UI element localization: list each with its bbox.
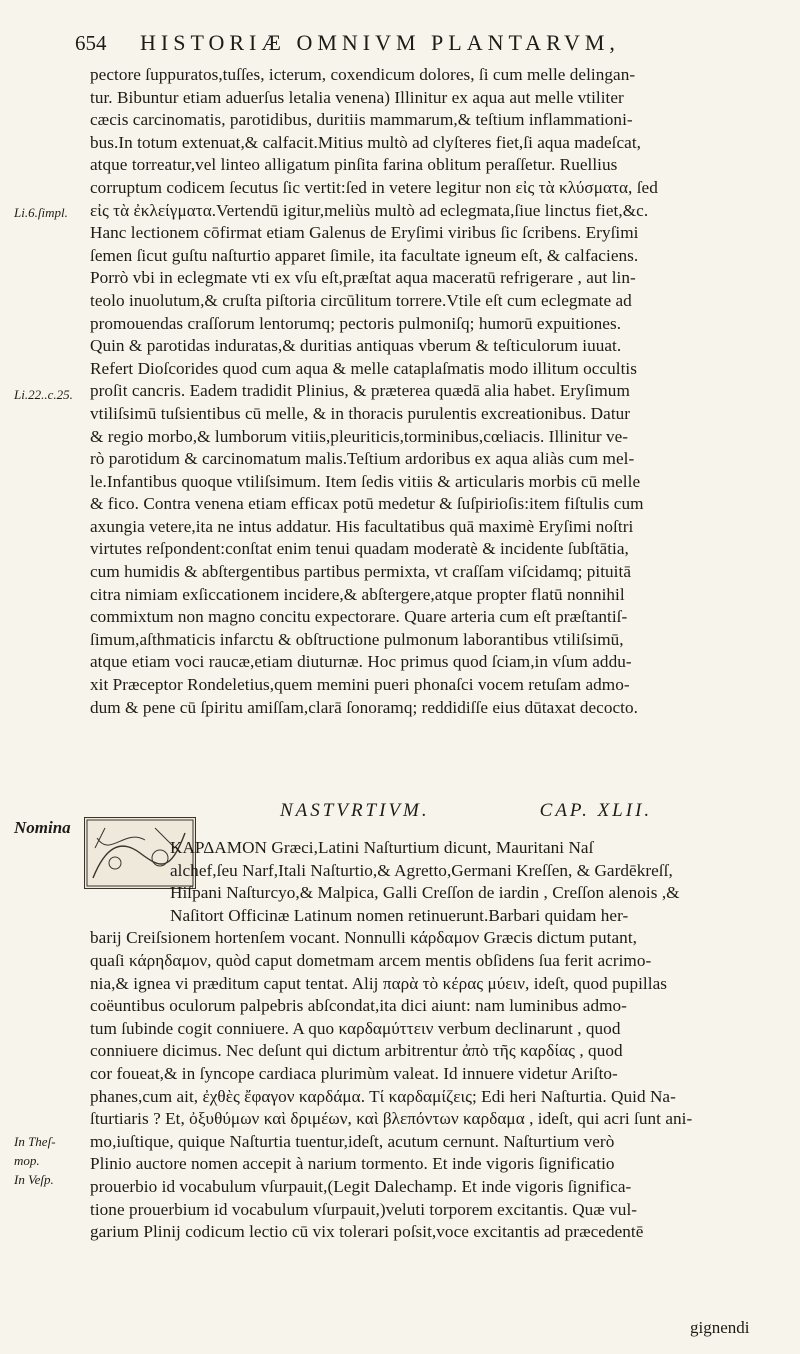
- text-block-nasturtium: [90, 837, 770, 1244]
- margin-note-vesp: In Veſp.: [14, 1172, 54, 1187]
- text-line: le.Infantibus quoque vtiliſsimum. Item ſedis vitiis & articularis morbis cū melle: [90, 471, 641, 491]
- text-line: ſturtiaris ? Et, ὀξυθύμων καὶ δριμέων, καὶ βλεπόντων καρδαμα , ideſt, qui acri ſunt ani-: [90, 1109, 693, 1129]
- chapter-heading: [280, 800, 800, 822]
- catchword: gignendi: [690, 1318, 750, 1337]
- text-line: Plinio auctore nomen accepit à narium tormento. Et inde vigoris ſignificatio: [90, 1154, 615, 1174]
- chapter-number: CAP. XLII.: [539, 800, 653, 821]
- text-line: axungia vetere,ita ne intus addatur. His facultatibus quā maximè Eryſimi noſtri: [90, 516, 634, 536]
- text-line: virtutes reſpondent:conſtat enim tenui quadam moderatè & incidente ſubſtātia,: [90, 539, 629, 559]
- text-block-eryngium: [90, 64, 770, 719]
- text-line: barij Creiſsionem hortenſem vocant. Nonnulli κάρδαμον Græcis dictum putant,: [90, 928, 638, 948]
- text-line: ſimum,aſthmaticis infarctu & obſtructione pulmonum laborantibus vtiliſsimū,: [90, 629, 624, 649]
- text-line: tione prouerbium id vocabulum vſurpauit,)veluti torporem excitantis. Quæ vul-: [90, 1199, 638, 1219]
- text-line: tum ſubinde cogit conniuere. A quo καρδαμύττειν verbum declinarunt , quod: [90, 1018, 621, 1038]
- text-line: pectore ſuppuratos,tuſſes, icterum, coxendicum dolores, ſi cum melle delingan-: [90, 65, 636, 84]
- text-line: vtiliſsimū tuſsientibus cū melle, & in thoracis purulentis excreationibus. Datur: [90, 403, 631, 423]
- text-line: teolo inuolutum,& cruſta piſtoria circūlitum torrere.Vtile eſt cum eclegmate ad: [90, 290, 632, 310]
- text-line: Porrò vbi in eclegmate vti ex vſu eſt,præſtat aqua maceratū refrigerare , aut lin-: [90, 268, 636, 288]
- text-line: promouendas craſſorum lentorumq; pectoris pulmoniſq; humorū expuitiones.: [90, 313, 622, 333]
- text-line: ſemen ſicut guſtu naſturtio apparet ſimile, ita facultate igneum eſt, & calfaciens.: [90, 245, 639, 265]
- text-line: cum humidis & abſtergentibus partibus permixta, vt craſſam viſcidamq; pituitā: [90, 562, 632, 582]
- text-line: prouerbio id vocabulum vſurpauit,(Legit Dalechamp. Et inde vigoris ſignifica-: [90, 1176, 632, 1196]
- text-line: εἰς τὰ ἐκλείγματα.Vertendū igitur,meliùs multò ad eclegmata,ſiue linctus fiet,&c.: [90, 200, 649, 220]
- text-line: quaſi κάρηδαμον, quòd caput dometmam arcem mentis obſidens ſua ferit acrimo-: [90, 950, 652, 970]
- margin-note-simpl: Li.6.ſimpl.: [14, 205, 68, 220]
- text-line: & fico. Contra venena etiam efficax potū medetur & ſuſpirioſis:item fiſtulis cum: [90, 494, 644, 514]
- text-line: bus.In totum extenuat,& calfacit.Mitius multò ad clyſteres fiet,ſi aqua madeſcat,: [90, 132, 642, 152]
- margin-note-thesmop: In Theſ-: [14, 1134, 56, 1149]
- text-line: rò parotidum & carcinomatum malis.Teſtium ardoribus ex aqua aliàs cum mel-: [90, 449, 635, 469]
- page-number: 654: [75, 31, 107, 55]
- text-line: ΚΑΡΔΑΜΟΝ Græci,Latini Naſturtium dicunt, Mauritani Naſ: [170, 838, 594, 857]
- text-line: atque torreatur,vel linteo alligatum pinſita farina oblitum peraſſetur. Ruellius: [90, 155, 618, 175]
- text-line: Hanc lectionem cōfirmat etiam Galenus de Eryſimi viribus ſic ſcribens. Eryſimi: [90, 223, 639, 243]
- text-line: cæcis carcinomatis, parotidibus, duritiis mammarum,& teſtium inflammationi-: [90, 110, 633, 130]
- text-line: Refert Dioſcorides quod cum aqua & melle cataplaſmatis modo illitum occultis: [90, 358, 637, 378]
- text-line: garium Plinij codicum lectio cū vix tolerari poſsit,voce excitantis ad præcedentē: [90, 1222, 644, 1242]
- text-line: atque etiam voci raucæ,etiam diuturnæ. Hoc primus quod ſciam,in vſum addu-: [90, 652, 632, 672]
- text-line: commixtum non magno concitu expectorare. Quare arteria cum eſt præſtantiſ-: [90, 607, 628, 627]
- text-line: citra nimiam exſiccationem incidere,& abſtergere,atque propter flatū nonnihil: [90, 584, 625, 604]
- text-line: & regio morbo,& lumborum vitiis,pleuriticis,torminibus,cœliacis. Illinitur ve-: [90, 426, 629, 446]
- text-line: nia,& ignea vi præditum caput tentat. Alij παρὰ τὸ κέρας μύειν, ideſt, quod pupillas: [90, 973, 667, 993]
- text-line: Naſitort Officinæ Latinum nomen retinuerunt.Barbari quidam her-: [170, 905, 629, 925]
- text-line: Quin & parotidas induratas,& duritias antiquas vberum & teſticulorum iuuat.: [90, 336, 622, 356]
- margin-note-thesmop-2: mop.: [14, 1153, 40, 1168]
- text-line: phanes,cum ait, ἐχθὲς ἔφαγον καρδάμα. Τί καρδαμίζεις; Edi heri Naſturtia. Quid Na-: [90, 1086, 676, 1106]
- text-line: Hiſpani Naſturcyo,& Malpica, Galli Creſſon de iardin , Creſſon alenois ,&: [170, 883, 680, 903]
- text-line: coëuntibus oculorum palpebris abſcondat,ita dici aiunt: nam luminibus admo-: [90, 996, 627, 1016]
- text-line: conniuere dicimus. Nec deſunt qui dictum arbitrentur ἀπὸ τῆς καρδίας , quod: [90, 1041, 623, 1061]
- text-line: dum & pene cū ſpiritu amiſſam,clarā ſonoramq; reddidiſſe eius dūtaxat decocto.: [90, 697, 638, 717]
- page-header: [75, 30, 775, 64]
- chapter-title: NASTVRTIVM.: [280, 800, 430, 821]
- running-title: HISTORIÆ OMNIVM PLANTARVM,: [140, 30, 620, 55]
- margin-note-plinius: Li.22..c.25.: [14, 387, 73, 402]
- text-line: alchef,ſeu Narf,Itali Naſturtio,& Agretto,Germani Kreſſen, & Gardēkreſſ,: [170, 860, 673, 880]
- text-line: xit Præceptor Rondeletius,quem memini pueri phonaſci vocem retuſam admo-: [90, 675, 630, 695]
- text-line: proſit cancris. Eadem tradidit Plinius, & præterea quædā alia habet. Eryſimum: [90, 381, 630, 401]
- margin-note-nomina: Nomina: [14, 818, 71, 837]
- text-line: corruptum codicem ſecutus ſic vertit:ſed in vetere legitur non εἰς τὰ κλύσματα, ſed: [90, 177, 658, 197]
- text-line: tur. Bibuntur etiam aduerſus letalia venena) Illinitur ex aqua aut melle vtiliter: [90, 87, 624, 107]
- text-line: cor foueat,& in ſyncope cardiaca plurimùm valeat. Id innuere videtur Ariſto-: [90, 1063, 618, 1083]
- text-line: mo,iuſtique, quique Naſturtia tuentur,ideſt, acutum cernunt. Naſturtium verò: [90, 1131, 615, 1151]
